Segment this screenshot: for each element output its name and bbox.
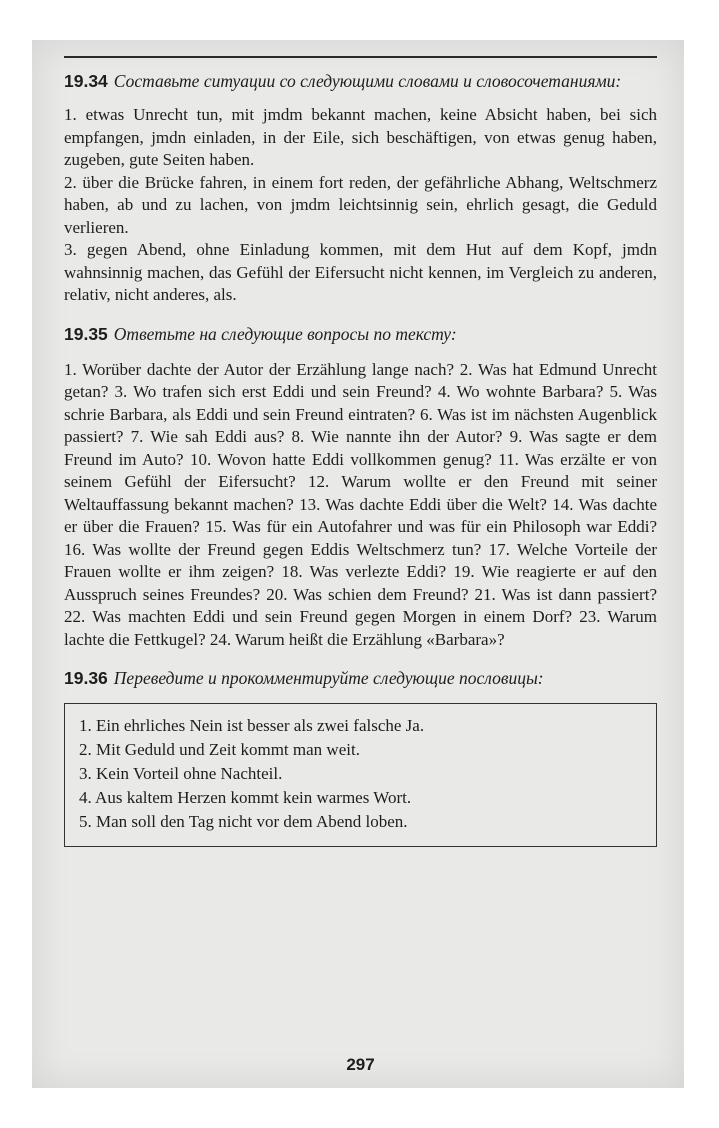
proverb-item: 4. Aus kaltem Herzen kommt kein warmes Wort.: [79, 788, 412, 807]
exercise-title: Переведите и прокомментируйте следующие пословицы:: [113, 668, 544, 688]
exercise-number: 19.34: [64, 71, 108, 91]
top-rule: [64, 56, 657, 58]
word-list-item: 3. gegen Abend, ohne Einladung kommen, mit dem Hut auf dem Kopf, jmdn wahnsinnig machen, das Gefühl der Eifersucht nicht kennen, im Vergleich zu anderen, relativ, nicht anderes, als.: [64, 240, 657, 304]
proverb-item: 2. Mit Geduld und Zeit kommt man weit.: [79, 740, 360, 759]
exercise-heading: [64, 667, 657, 689]
exercise-number: 19.35: [64, 323, 108, 344]
proverb-item: 1. Ein ehrliches Nein ist besser als zwei falsche Ja.: [79, 716, 425, 735]
questions-text: 1. Worüber dachte der Autor der Erzählung lange nach? 2. Was hat Edmund Unrecht getan? 3. Wo trafen sich erst Eddi und sein Freund? 4. Wo wohnte Barbara? 5. Was schrie Barbara, als Eddi und sein Freund eintraten? 6. Was ist im nächsten Augenblick passiert? 7. Wie sah Eddi aus? 8. Wie nannte ihn der Autor? 9. Was sagte er dem Freund im Auto? 10. Wovon hatte Eddi vollkommen genug? 11. Was erzälte er von seinem Gefühl der Eifersucht? 12. Warum wollte er den Freund mit seiner Weltauffassung bekannt machen? 13. Was dachte Eddi über die Welt? 14. Was dachte er über die Frauen? 15. Was für ein Autofahrer und was für ein Philosoph war Eddi? 16. Was wollte der Freund gegen Eddis Weltschmerz tun? 17. Welche Vorteile der Frauen wollte er ihm zeigen? 18. Was verlezte Eddi? 19. Wie reagierte er auf den Ausspruch seines Freundes? 20. Was schien dem Freund? 21. Was ist dann passiert? 22. Was machten Eddi und sein Freund gegen Morgen in einem Dorf? 23. Warum lachte die Fettkugel? 24. Warum heißt die Erzählung «Barbara»?: [64, 359, 657, 649]
exercise-19-34: [64, 70, 657, 307]
exercise-number: 19.36: [64, 668, 108, 688]
proverbs-box: [64, 703, 657, 847]
exercise-title: Составьте ситуации со следующими словами и словосочетаниями:: [113, 71, 622, 91]
exercise-title: Ответьте на следующие вопросы по тексту:: [113, 323, 457, 344]
book-page: [64, 56, 657, 1074]
exercise-heading: [64, 70, 657, 92]
exercise-heading: [64, 323, 657, 345]
proverb-item: 5. Man soll den Tag nicht vor dem Abend loben.: [79, 812, 408, 831]
word-list-item: 2. über die Brücke fahren, in einem fort reden, der gefährliche Abhang, Weltschmerz haben, ab und zu lachen, von jmdm leichtsinnig sein, ehrlich gesagt, die Geduld verlieren.: [64, 172, 657, 237]
page-number: 297: [346, 1055, 375, 1074]
exercise-19-35: [64, 323, 657, 652]
exercise-body: [64, 104, 657, 307]
word-list-item: 1. etwas Unrecht tun, mit jmdm bekannt machen, keine Absicht haben, bei sich empfangen, jmdn einladen, in der Eile, sich beschäftigen, von etwas genug haben, zugeben, gute Seiten haben.: [64, 105, 657, 169]
proverb-item: 3. Kein Vorteil ohne Nachteil.: [79, 764, 283, 783]
exercise-19-36: [64, 667, 657, 847]
